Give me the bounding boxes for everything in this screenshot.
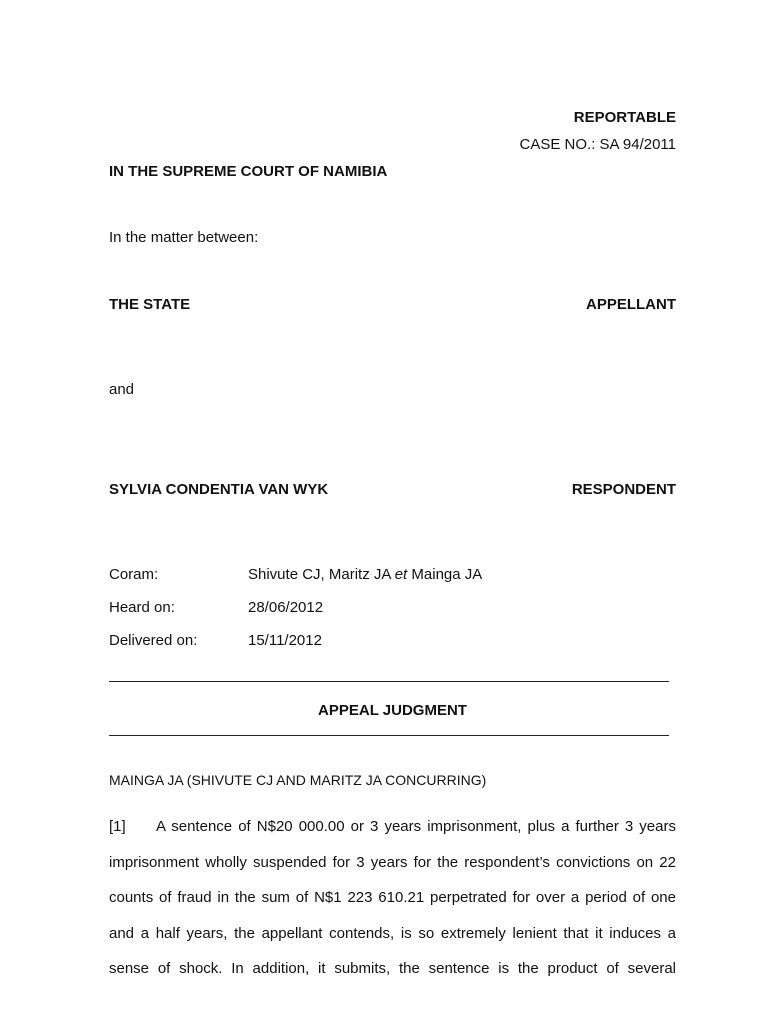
paragraph-line: imprisonment wholly suspended for 3 years for the respondent’s convictions on 22: [109, 853, 676, 871]
coram-judges-2: Mainga JA: [407, 566, 483, 583]
appellant-role: APPELLANT: [586, 296, 676, 313]
paragraph-line: and a half years, the appellant contends, is so extremely lenient that it induces a: [109, 924, 676, 942]
appellant-name: THE STATE: [109, 296, 191, 313]
heard-label: Heard on:: [109, 599, 175, 616]
judgment-title: APPEAL JUDGMENT: [318, 702, 467, 719]
judgment-author: MAINGA JA (SHIVUTE CJ AND MARITZ JA CONCURRING): [109, 772, 487, 788]
paragraph-text: A sentence of N$20 000.00 or 3 years imprisonment, plus a further 3 years: [156, 818, 676, 835]
paragraph-line: counts of fraud in the sum of N$1 223 610.21 perpetrated for over a period of one: [109, 889, 676, 906]
coram-judges-1: Shivute CJ, Maritz JA: [248, 566, 395, 583]
delivered-date: 15/11/2012: [248, 632, 322, 649]
respondent-name: SYLVIA CONDENTIA VAN WYK: [109, 481, 329, 498]
divider-top: [109, 681, 669, 682]
respondent-role: RESPONDENT: [571, 481, 676, 498]
paragraph-line: sense of shock. In addition, it submits, the sentence is the product of several: [109, 960, 676, 977]
reportable-label: REPORTABLE: [573, 109, 676, 126]
coram-et: et: [394, 566, 408, 583]
coram-value: [248, 566, 482, 583]
paragraph-1: [109, 809, 676, 987]
heard-date: 28/06/2012: [248, 599, 324, 616]
paragraph-line: [109, 809, 676, 845]
coram-label: Coram:: [109, 566, 159, 583]
divider-bottom: [109, 735, 669, 736]
matter-intro: In the matter between:: [109, 229, 259, 246]
delivered-label: Delivered on:: [109, 632, 198, 649]
case-number: CASE NO.: SA 94/2011: [519, 136, 676, 153]
and-conjunction: and: [109, 381, 135, 398]
court-name: IN THE SUPREME COURT OF NAMIBIA: [109, 163, 388, 180]
paragraph-number: [1]: [109, 818, 126, 835]
